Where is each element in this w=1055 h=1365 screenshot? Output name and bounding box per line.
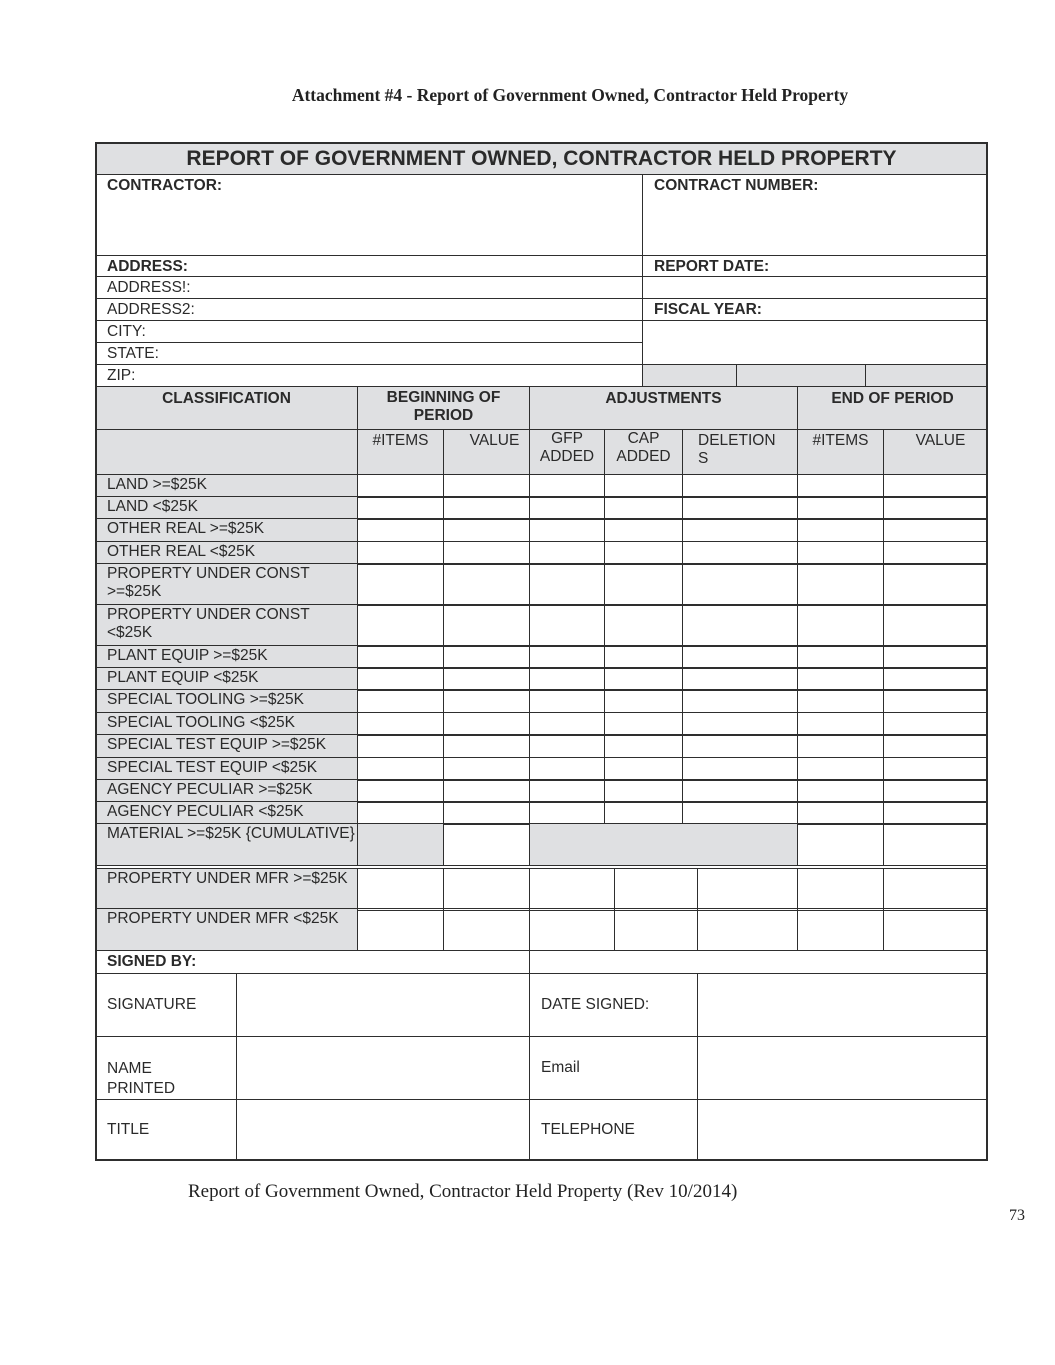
header-end-of-period: END OF PERIOD [797,386,988,430]
entry-cell[interactable] [443,518,530,542]
signed-by-label: SIGNED BY: [95,950,530,974]
entry-cell[interactable] [883,779,988,803]
entry-cell[interactable] [682,667,798,691]
shaded-cell [357,823,444,866]
signature-label: SIGNATURE [95,973,237,1037]
entry-cell[interactable] [797,801,884,825]
header-beginning-of-period: BEGINNING OF PERIOD [357,386,530,430]
fiscal-year-field[interactable] [642,320,988,365]
row-label: OTHER REAL >=$25K [95,518,358,542]
contract-number-field[interactable]: CONTRACT NUMBER: [642,174,988,256]
row-label: PROPERTY UNDER CONST >=$25K [95,563,358,606]
entry-cell[interactable] [682,689,798,713]
entry-cell[interactable] [797,645,884,669]
entry-cell[interactable] [529,908,615,951]
header-classification: CLASSIFICATION [95,386,358,430]
entry-cell[interactable] [682,712,798,736]
subheader-deletions: DELETION S [682,429,798,475]
entry-cell[interactable] [443,779,530,803]
entry-cell[interactable] [883,667,988,691]
entry-cell[interactable] [529,779,605,803]
name-printed-label: NAME PRINTED [95,1036,237,1100]
subheader-value: VALUE [443,429,530,475]
entry-cell[interactable] [883,868,988,911]
entry-cell[interactable] [443,823,530,866]
email-field[interactable] [697,1036,988,1100]
entry-cell[interactable] [883,712,988,736]
entry-cell[interactable] [529,757,605,781]
state-field[interactable]: STATE: [95,342,643,365]
row-label: PLANT EQUIP <$25K [95,667,358,691]
entry-cell[interactable] [529,712,605,736]
subheader-blank [95,429,358,475]
entry-cell[interactable] [604,801,683,825]
row-label: PROPERTY UNDER MFR <$25K [95,908,358,951]
subheader-gfp-added: GFP ADDED [529,429,605,475]
entry-cell[interactable] [604,645,683,669]
row-label: OTHER REAL <$25K [95,541,358,565]
entry-cell[interactable] [604,518,683,542]
entry-cell[interactable] [797,868,884,911]
report-date-label: REPORT DATE: [642,255,988,277]
entry-cell[interactable] [529,689,605,713]
entry-cell[interactable] [682,757,798,781]
entry-cell[interactable] [443,645,530,669]
entry-cell[interactable] [682,779,798,803]
entry-cell[interactable] [357,868,444,911]
entry-cell[interactable] [357,908,444,951]
entry-cell[interactable] [614,908,698,951]
entry-cell[interactable] [443,801,530,825]
attachment-heading: Attachment #4 - Report of Government Owned, Contractor Held Property [291,85,849,105]
zip-shade-1 [642,364,737,387]
entry-cell[interactable] [443,689,530,713]
entry-cell[interactable] [797,734,884,758]
address1-field[interactable]: ADDRESS!: [95,276,643,299]
entry-cell[interactable] [614,868,698,911]
entry-cell[interactable] [529,541,605,565]
entry-cell[interactable] [883,823,988,866]
entry-cell[interactable] [682,645,798,669]
entry-cell[interactable] [604,541,683,565]
entry-cell[interactable] [797,518,884,542]
entry-cell[interactable] [604,563,683,606]
signature-field[interactable] [236,973,530,1037]
row-label: AGENCY PECULIAR <$25K [95,801,358,825]
entry-cell[interactable] [797,604,884,647]
entry-cell[interactable] [604,474,683,498]
fiscal-year-label: FISCAL YEAR: [642,298,988,321]
row-label: LAND <$25K [95,496,358,520]
row-label: SPECIAL TEST EQUIP >=$25K [95,734,358,758]
row-label: MATERIAL >=$25K {CUMULATIVE} [95,823,358,866]
entry-cell[interactable] [682,496,798,520]
entry-cell[interactable] [443,667,530,691]
entry-cell[interactable] [697,908,798,951]
entry-cell[interactable] [443,712,530,736]
entry-cell[interactable] [883,757,988,781]
row-label: PROPERTY UNDER CONST <$25K [95,604,358,647]
entry-cell[interactable] [883,496,988,520]
entry-cell[interactable] [682,541,798,565]
subheader-items: #ITEMS [357,429,444,475]
entry-cell[interactable] [529,474,605,498]
zip-field[interactable]: ZIP: [95,364,643,387]
entry-cell[interactable] [357,541,444,565]
entry-cell[interactable] [357,496,444,520]
entry-cell[interactable] [797,779,884,803]
entry-cell[interactable] [529,645,605,669]
entry-cell[interactable] [797,908,884,951]
entry-cell[interactable] [682,563,798,606]
date-signed-field[interactable] [697,973,988,1037]
city-field[interactable]: CITY: [95,320,643,343]
entry-cell[interactable] [443,868,530,911]
entry-cell[interactable] [604,779,683,803]
entry-cell[interactable] [357,645,444,669]
title-label: TITLE [95,1099,237,1161]
entry-cell[interactable] [797,712,884,736]
entry-cell[interactable] [443,734,530,758]
entry-cell[interactable] [357,563,444,606]
row-label: PLANT EQUIP >=$25K [95,645,358,669]
entry-cell[interactable] [883,645,988,669]
name-printed-field[interactable] [236,1036,530,1100]
entry-cell[interactable] [529,868,615,911]
entry-cell[interactable] [443,604,530,647]
entry-cell[interactable] [797,541,884,565]
entry-cell[interactable] [604,757,683,781]
entry-cell[interactable] [604,712,683,736]
entry-cell[interactable] [529,734,605,758]
entry-cell[interactable] [682,518,798,542]
zip-shade-3 [865,364,988,387]
entry-cell[interactable] [682,734,798,758]
entry-cell[interactable] [883,474,988,498]
report-date-field[interactable] [642,276,988,299]
entry-cell[interactable] [682,474,798,498]
entry-cell[interactable] [529,604,605,647]
entry-cell[interactable] [797,757,884,781]
entry-cell[interactable] [357,474,444,498]
entry-cell[interactable] [443,757,530,781]
row-label: LAND >=$25K [95,474,358,498]
entry-cell[interactable] [682,801,798,825]
entry-cell[interactable] [883,563,988,606]
entry-cell[interactable] [357,689,444,713]
subheader-value-end: VALUE [883,429,988,475]
contractor-field[interactable]: CONTRACTOR: [95,174,643,256]
entry-cell[interactable] [357,801,444,825]
entry-cell[interactable] [357,667,444,691]
entry-cell[interactable] [682,604,798,647]
entry-cell[interactable] [357,518,444,542]
entry-cell[interactable] [357,712,444,736]
entry-cell[interactable] [604,604,683,647]
row-label: SPECIAL TEST EQUIP <$25K [95,757,358,781]
entry-cell[interactable] [443,563,530,606]
zip-shade-2 [736,364,866,387]
row-label: SPECIAL TOOLING >=$25K [95,689,358,713]
entry-cell[interactable] [883,541,988,565]
shaded-cell [529,823,798,866]
entry-cell[interactable] [357,779,444,803]
entry-cell[interactable] [529,518,605,542]
entry-cell[interactable] [357,734,444,758]
property-report-form [95,142,988,1161]
entry-cell[interactable] [443,496,530,520]
entry-cell[interactable] [883,518,988,542]
entry-cell[interactable] [604,667,683,691]
address2-field[interactable]: ADDRESS2: [95,298,643,321]
entry-cell[interactable] [797,667,884,691]
entry-cell[interactable] [883,734,988,758]
form-title: REPORT OF GOVERNMENT OWNED, CONTRACTOR HELD PROPERTY [95,142,988,175]
signed-by-blank [529,950,988,974]
entry-cell[interactable] [883,604,988,647]
entry-cell[interactable] [357,757,444,781]
row-label: SPECIAL TOOLING <$25K [95,712,358,736]
entry-cell[interactable] [883,801,988,825]
entry-cell[interactable] [443,541,530,565]
entry-cell[interactable] [797,474,884,498]
footer-text: Report of Government Owned, Contractor Held Property (Rev 10/2014) [188,1181,738,1202]
subheader-cap-added: CAP ADDED [604,429,683,475]
entry-cell[interactable] [883,689,988,713]
entry-cell[interactable] [529,801,605,825]
subheader-items-end: #ITEMS [797,429,884,475]
entry-cell[interactable] [883,908,988,951]
entry-cell[interactable] [604,734,683,758]
date-signed-label: DATE SIGNED: [529,973,698,1037]
entry-cell[interactable] [697,868,798,911]
entry-cell[interactable] [797,496,884,520]
entry-cell[interactable] [797,689,884,713]
telephone-field[interactable] [697,1099,988,1161]
entry-cell[interactable] [443,908,530,951]
entry-cell[interactable] [529,563,605,606]
telephone-label: TELEPHONE [529,1099,698,1161]
entry-cell[interactable] [797,563,884,606]
page-number: 73 [1009,1207,1025,1224]
row-label: AGENCY PECULIAR >=$25K [95,779,358,803]
title-field[interactable] [236,1099,530,1161]
entry-cell[interactable] [443,474,530,498]
entry-cell[interactable] [797,823,884,866]
entry-cell[interactable] [529,496,605,520]
entry-cell[interactable] [357,604,444,647]
entry-cell[interactable] [604,689,683,713]
address-label: ADDRESS: [95,255,643,277]
row-label: PROPERTY UNDER MFR >=$25K [95,868,358,911]
header-adjustments: ADJUSTMENTS [529,386,798,430]
entry-cell[interactable] [604,496,683,520]
email-label: Email [529,1036,698,1100]
entry-cell[interactable] [529,667,605,691]
